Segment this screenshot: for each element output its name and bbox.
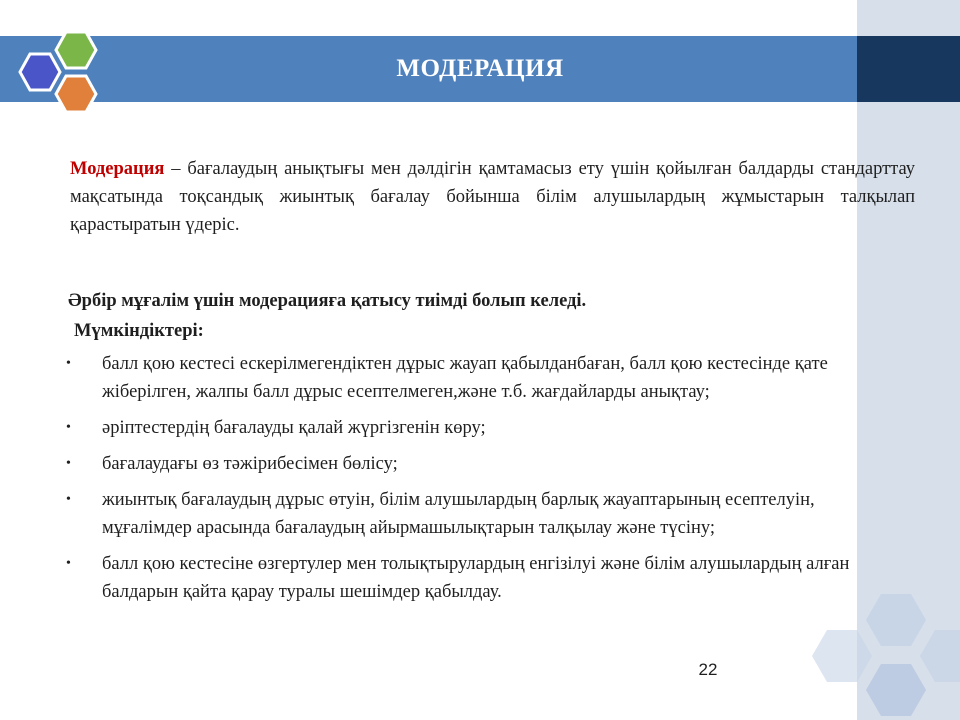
definition-term: Модерация: [70, 159, 165, 179]
list-item-text: жиынтық бағалаудың дұрыс өтуін, білім алушылардың барлық жауаптарының есептелуін, мұғалімдер арасында бағалаудың айырмашылықтарын талқылау және түсіну;: [102, 490, 815, 538]
hexagon-orange-icon: [56, 76, 96, 112]
list-item: [60, 414, 890, 442]
list-item: [60, 450, 890, 478]
list-item-text: әріптестердің бағалауды қалай жүргізгенін көру;: [102, 418, 486, 438]
page-title: МОДЕРАЦИЯ: [396, 55, 564, 82]
capabilities-heading: Мүмкіндіктері:: [74, 321, 204, 341]
list-item: [60, 550, 890, 606]
bullet-icon: •: [66, 456, 71, 471]
hexagon-logo-icon: [10, 20, 115, 120]
list-item-text: балл қою кестесі ескерілмегендіктен дұрыс жауап қабылданбаған, балл қою кестесінде қате жіберілген, жалпы балл дұрыс есептелмеген,және т.б. жағдайларды анықтау;: [102, 354, 828, 402]
definition-text: – бағалаудың анықтығы мен дәлдігін қамтамасыз ету үшін қойылған балдарды стандарттау мақсатында тоқсандық жиынтық бағалау бойынша білім алушылардың жұмыстарын талқылап қарастыратын үдеріс.: [70, 159, 915, 235]
header-accent-block: [857, 36, 960, 102]
definition-paragraph: [70, 155, 915, 239]
list-item-text: бағалаудағы өз тәжірибесімен бөлісу;: [102, 454, 398, 474]
hexagon-green-icon: [56, 32, 96, 68]
bullet-icon: •: [66, 356, 71, 371]
bullet-icon: •: [66, 556, 71, 571]
list-item: [60, 350, 890, 406]
hexagon-blue-icon: [20, 54, 60, 90]
decorative-hexagons-icon: [808, 590, 960, 720]
list-item: [60, 486, 890, 542]
list-item-text: балл қою кестесіне өзгертулер мен толықтырулардың енгізілуі және білім алушылардың алған балдарын қайта қарау туралы шешімдер қабылдау.: [102, 554, 850, 602]
lead-statement: Әрбір мұғалім үшін модерацияға қатысу тиімді болып келеді.: [68, 291, 587, 311]
capabilities-list: [60, 350, 890, 614]
definition-block: [70, 155, 915, 239]
bullet-icon: •: [66, 420, 71, 435]
bullet-icon: •: [66, 492, 71, 507]
page-number: 22: [698, 660, 718, 679]
